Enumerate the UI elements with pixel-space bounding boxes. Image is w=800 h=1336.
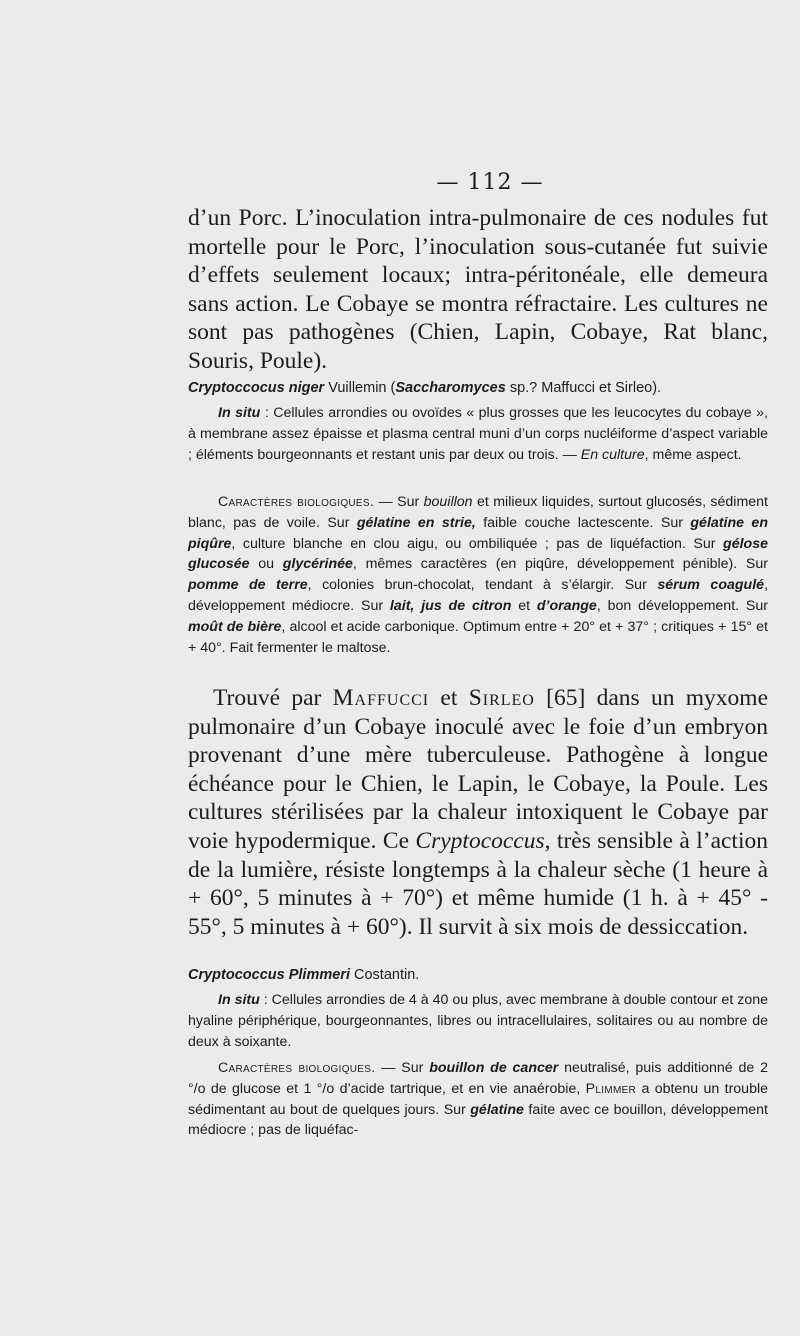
bio-text: faite avec ce bouillon, développement médiocre ; pas de liquéfac- — [188, 1101, 768, 1139]
bio-text: , développement médiocre. Sur — [188, 577, 769, 614]
genus-name: Cryptococcus — [415, 827, 545, 854]
culture-text: , même aspect. — [644, 446, 742, 463]
in-situ-label: In situ — [218, 405, 261, 421]
bio-medium: d’orange — [536, 597, 597, 614]
bio-medium: gélatine en piqûre — [188, 514, 768, 552]
bio-medium: glycérinée — [282, 556, 353, 573]
in-situ-text: : Cellules arrondies ou ovoïdes « plus grosses que les leucocytes du cobaye », à membrane assez épaisse et plasma central muni d’un corps nucléiforme d’aspect variable ; éléments bourgeonnants et restant unis par deux ou trois. — — [188, 405, 768, 463]
species-synonym: Saccharomyces — [395, 380, 506, 396]
bio-text: , bon développement. Sur — [596, 597, 768, 614]
bio-medium: bouillon — [423, 494, 473, 510]
bio-medium: moût de bière — [188, 618, 282, 635]
bio-text: et milieux liquides, surtout glucosés, sédiment blanc, pas de voile. Sur — [188, 494, 769, 531]
species-author: Vuillemin ( — [324, 380, 396, 396]
in-situ-description-niger — [188, 403, 768, 465]
species-name: Cryptoccocus niger — [188, 380, 325, 396]
bio-text: ou — [249, 556, 283, 573]
author-maffucci: Maffucci — [332, 685, 430, 711]
bio-text: , mêmes caractères (en piqûre, développement pénible). Sur — [352, 556, 768, 573]
paragraph-porc-inoculation: d’un Porc. L’inoculation intra-pulmonaire de ces nodules fut mortelle pour le Porc, l’inoculation sous-cutanée fut suivie d’effets seulement locaux; intra-péritonéale, elle demeura sans action. Le Cobaye se montra réfractaire. Les cultures ne sont pas pathogènes (Chien, Lapin, Cobaye, Rat blanc, Souris, Poule). — [188, 205, 768, 374]
author-sirleo: Sirleo — [468, 685, 535, 711]
bio-medium: pomme de terre — [188, 577, 308, 594]
bio-medium: gélose glucosée — [188, 535, 768, 573]
text-run: Trouvé par — [213, 685, 333, 711]
text-run: , très sensible à l’action de la lumière, résiste longtemps à la chaleur sèche (1 heure à + 60°, 5 minutes à + 70°) et même humide (1 h. à + 45° - 55°, 5 minutes à + 60°). Il survit à six mois de dessiccation. — [188, 827, 768, 940]
biological-characters-niger — [188, 492, 768, 658]
culture-label: En culture — [580, 446, 645, 463]
bio-text: , colonies brun-chocolat, tendant à s’élargir. Sur — [307, 577, 658, 594]
species-synonym-rest: sp.? Maffucci et Sirleo). — [505, 380, 662, 396]
in-situ-label: In situ — [218, 992, 260, 1008]
bio-text: a obtenu un trouble sédimentant au bout de quelques jours. Sur — [188, 1080, 769, 1118]
bio-label: Caractères biologiques. — [218, 1060, 376, 1076]
species-name: Cryptococcus Plimmeri — [188, 967, 350, 983]
author-plimmer: Plimmer — [585, 1080, 637, 1097]
bio-medium: lait, jus de citron — [389, 597, 512, 614]
bio-text: neutralisé, puis additionné de 2 °/o de glucose et 1 °/o d’acide tartrique, et en vie anaérobie, — [188, 1060, 768, 1097]
bio-medium: gélatine — [470, 1101, 524, 1118]
bio-medium: bouillon de cancer — [429, 1060, 559, 1076]
species-heading-plimmeri — [188, 965, 778, 985]
text-run: [65] dans un myxome pulmonaire d’un Cobaye inoculé avec le foie d’un embryon provenant d’une mère tuberculeuse. Pathogène à longue échéance pour le Chien, le Lapin, le Cobaye, la Poule. Les cultures stérilisées par la chaleur intoxiquent le Cobaye par voie hypodermique. Ce — [188, 685, 769, 854]
bio-text: — Sur — [375, 1060, 430, 1076]
bio-text: faible couche lactescente. Sur — [475, 514, 691, 531]
bio-text: et — [511, 597, 537, 614]
biological-characters-plimmeri — [188, 1058, 768, 1141]
text-run: et — [429, 685, 469, 711]
bio-text: — Sur — [374, 494, 424, 510]
in-situ-description-plimmeri — [188, 990, 768, 1052]
bio-label: Caractères biologiques. — [218, 494, 375, 510]
page-number: — 112 — — [436, 170, 544, 195]
bio-text: , culture blanche en clou aigu, ou ombiliquée ; pas de liquéfaction. Sur — [231, 535, 724, 552]
bio-text: , alcool et acide carbonique. Optimum entre + 20° et + 37° ; critiques + 15° et + 40°. Fait fermenter le maltose. — [188, 618, 768, 656]
species-author: Costantin. — [349, 967, 420, 983]
bio-medium: sérum coagulé — [657, 577, 765, 594]
bio-medium: gélatine en strie, — [356, 514, 476, 531]
in-situ-text: : Cellules arrondies de 4 à 40 ou plus, avec membrane à double contour et zone hyaline périphérique, bourgeonnantes, libres ou intracellulaires, solitaires ou au nombre de deux à soixante. — [188, 992, 768, 1050]
paragraph-maffucci-sirleo — [188, 684, 768, 941]
species-heading-niger — [188, 378, 778, 398]
